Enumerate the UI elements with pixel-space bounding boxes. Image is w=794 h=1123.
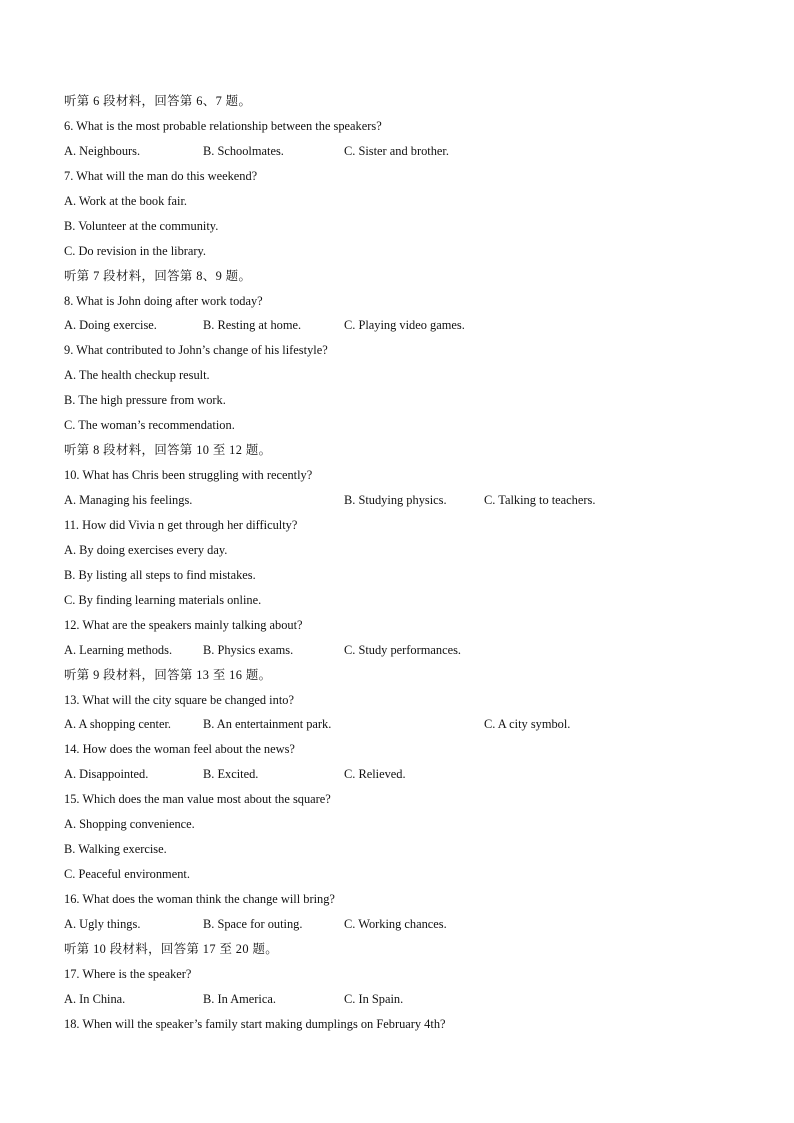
question-8-options — [64, 313, 744, 338]
option-9c: C. The woman’s recommendation. — [64, 418, 235, 433]
question-6-options — [64, 139, 744, 164]
section-heading-9: 听第 9 段材料，回答第 13 至 16 题。 — [64, 667, 272, 682]
question-14: 14. How does the woman feel about the news? — [64, 742, 295, 757]
option-11c: C. By finding learning materials online. — [64, 592, 262, 607]
option-7b: B. Volunteer at the community. — [64, 218, 219, 233]
option-17a: A. In China. — [64, 991, 126, 1006]
option-14a: A. Disappointed. — [64, 767, 149, 782]
question-8: 8. What is John doing after work today? — [64, 293, 263, 308]
option-12a: A. Learning methods. — [64, 642, 173, 657]
option-12c: C. Study performances. — [344, 642, 461, 657]
question-18: 18. When will the speaker’s family start making dumplings on February 4th? — [64, 1016, 446, 1031]
option-13a: A. A shopping center. — [64, 717, 172, 732]
option-13c: C. A city symbol. — [484, 717, 571, 732]
question-16-options — [64, 912, 744, 937]
question-13-options — [64, 712, 744, 737]
option-6b: B. Schoolmates. — [203, 143, 284, 158]
option-15c: C. Peaceful environment. — [64, 867, 190, 882]
option-11b: B. By listing all steps to find mistakes. — [64, 567, 256, 582]
question-11: 11. How did Vivia n get through her difficulty? — [64, 517, 298, 532]
option-7a: A. Work at the book fair. — [64, 193, 187, 208]
option-10b: B. Studying physics. — [344, 493, 447, 507]
question-7: 7. What will the man do this weekend? — [64, 168, 258, 183]
option-8b: B. Resting at home. — [203, 318, 302, 333]
question-6: 6. What is the most probable relationship between the speakers? — [64, 118, 382, 133]
question-17: 17. Where is the speaker? — [64, 966, 192, 981]
option-6a: A. Neighbours. — [64, 143, 141, 158]
section-heading-10: 听第 10 段材料，回答第 17 至 20 题。 — [64, 941, 279, 956]
section-heading-6: 听第 6 段材料，回答第 6、7 题。 — [64, 94, 252, 108]
question-12-options — [64, 638, 744, 663]
option-14b: B. Excited. — [203, 767, 259, 782]
option-16b: B. Space for outing. — [203, 916, 303, 931]
exam-page — [64, 89, 744, 1037]
question-17-options — [64, 987, 744, 1012]
option-16c: C. Working chances. — [344, 916, 447, 931]
option-17b: B. In America. — [203, 991, 276, 1006]
option-7c: C. Do revision in the library. — [64, 243, 207, 258]
option-13b: B. An entertainment park. — [203, 717, 332, 732]
section-heading-8: 听第 8 段材料，回答第 10 至 12 题。 — [64, 443, 272, 458]
option-9b: B. The high pressure from work. — [64, 393, 226, 408]
question-12: 12. What are the speakers mainly talking about? — [64, 617, 303, 632]
option-15b: B. Walking exercise. — [64, 842, 167, 857]
section-heading-7: 听第 7 段材料，回答第 8、9 题。 — [64, 268, 252, 283]
question-15: 15. Which does the man value most about the square? — [64, 792, 331, 807]
question-13: 13. What will the city square be changed into? — [64, 692, 294, 707]
option-6c: C. Sister and brother. — [344, 143, 449, 158]
option-10a: A. Managing his feelings. — [64, 493, 193, 507]
option-10c: C. Talking to teachers. — [484, 493, 596, 507]
option-11a: A. By doing exercises every day. — [64, 542, 228, 557]
option-16a: A. Ugly things. — [64, 916, 141, 931]
option-12b: B. Physics exams. — [203, 642, 294, 657]
question-10: 10. What has Chris been struggling with recently? — [64, 468, 313, 483]
option-8c: C. Playing video games. — [344, 318, 465, 333]
option-15a: A. Shopping convenience. — [64, 817, 195, 832]
option-17c: C. In Spain. — [344, 991, 404, 1006]
question-9: 9. What contributed to John’s change of his lifestyle? — [64, 343, 328, 358]
question-10-options — [64, 488, 744, 513]
question-14-options — [64, 762, 744, 787]
question-16: 16. What does the woman think the change will bring? — [64, 892, 335, 906]
option-9a: A. The health checkup result. — [64, 368, 210, 383]
option-8a: A. Doing exercise. — [64, 318, 157, 333]
option-14c: C. Relieved. — [344, 767, 406, 782]
